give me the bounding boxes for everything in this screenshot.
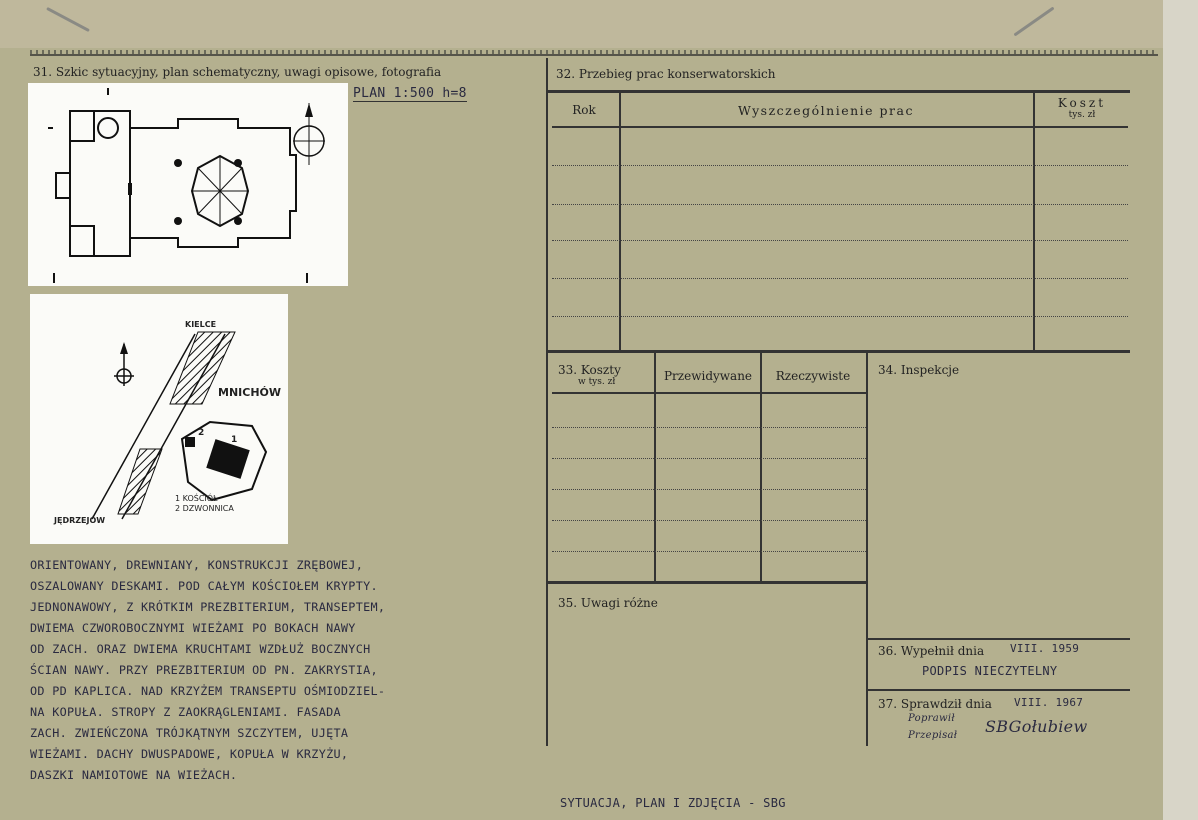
table33-header-actual: Rzeczywiste xyxy=(775,369,851,383)
section37-top-rule xyxy=(868,689,1130,691)
description-line: OSZALOWANY DESKAMI. POD CAŁYM KOŚCIOŁEM KRYPTY. xyxy=(30,579,378,593)
table32-header-cost-unit: tys. zł xyxy=(1068,110,1096,120)
map-number-2: 2 xyxy=(198,428,205,438)
table32-row-line xyxy=(552,240,1128,241)
map-legend-2: 2 DZWONNICA xyxy=(175,504,234,513)
table33-row-line xyxy=(552,427,866,428)
section33-title: 33. Koszty xyxy=(558,363,621,377)
section37-corrected-label: Poprawił xyxy=(908,713,955,724)
description-line: OD ZACH. ORAZ DWIEMA KRUCHTAMI WZDŁUŻ BOCZNYCH xyxy=(30,642,371,656)
section36-title: 36. Wypełnił dnia xyxy=(878,644,985,658)
footer-note: SYTUACJA, PLAN I ZDJĘCIA - SBG xyxy=(560,796,786,810)
description-line: NA KOPUŁA. STROPY Z ZAOKRĄGLENIAMI. FASADA xyxy=(30,705,341,719)
table32-row-line xyxy=(552,204,1128,205)
section35-title: 35. Uwagi różne xyxy=(558,596,658,610)
map-legend-1: 1 KOŚCIÓŁ xyxy=(175,494,218,503)
table32-top-rule xyxy=(548,90,1130,93)
table32-header-works: Wyszczególnienie prac xyxy=(738,103,914,118)
description-line: ZACH. ZWIEŃCZONA TRÓJKĄTNYM SZCZYTEM, UJĘTA xyxy=(30,726,349,740)
table33-col-line xyxy=(760,353,762,582)
section33-unit: w tys. zł xyxy=(578,377,616,387)
section36-date: VIII. 1959 xyxy=(1010,642,1080,655)
description-text xyxy=(30,558,550,789)
section33-34-divider xyxy=(866,353,868,746)
scan-margin xyxy=(1163,0,1198,820)
section36-signature-note: PODPIS NIECZYTELNY xyxy=(922,664,1058,678)
table33-header-rule xyxy=(552,392,866,394)
map-label-town: MNICHÓW xyxy=(218,386,282,399)
section31-title: 31. Szkic sytuacyjny, plan schematyczny, uwagi opisowe, fotografia xyxy=(33,65,442,79)
ruler-line xyxy=(30,54,1158,56)
table32-header-year: Rok xyxy=(572,103,596,117)
table33-row-line xyxy=(552,551,866,552)
description-line: DWIEMA CZWOROBOCZNYMI WIEŻAMI PO BOKACH NAWY xyxy=(30,621,356,635)
section37-signature: SBGołubiew xyxy=(985,717,1088,736)
table32-header-rule xyxy=(552,126,1128,128)
section37-date: VIII. 1967 xyxy=(1014,696,1084,709)
map-number-1: 1 xyxy=(231,435,238,445)
map-label-jedrzejow: JĘDRZEJÓW xyxy=(54,516,106,525)
church-plan-drawing xyxy=(28,83,348,286)
floor-plan-photo xyxy=(28,83,348,286)
description-line: OD PD KAPLICA. NAD KRZYŻEM TRANSEPTU OŚMIODZIEL- xyxy=(30,684,386,698)
section37-title: 37. Sprawdził dnia xyxy=(878,697,992,711)
table33-header-planned: Przewidywane xyxy=(663,369,753,383)
table32-header-cost: Koszt xyxy=(1057,96,1107,110)
table33-row-line xyxy=(552,520,866,521)
description-line: JEDNONAWOWY, Z KRÓTKIM PREZBITERIUM, TRANSEPTEM, xyxy=(30,600,386,614)
card-top-band xyxy=(0,0,1163,48)
map-label-kielce: KIELCE xyxy=(185,320,217,329)
table33-col-line xyxy=(654,353,656,582)
table33-row-line xyxy=(552,489,866,490)
section33-bottom-rule xyxy=(548,581,868,584)
description-line: ŚCIAN NAWY. PRZY PREZBITERIUM OD PN. ZAKRYSTIA, xyxy=(30,663,378,677)
table32-row-line xyxy=(552,316,1128,317)
section32-title: 32. Przebieg prac konserwatorskich xyxy=(556,67,776,81)
section32-bottom-rule xyxy=(548,350,1130,353)
table32-row-line xyxy=(552,165,1128,166)
plan-scale: PLAN 1:500 h=8 xyxy=(353,86,467,101)
table32-col-line xyxy=(1033,93,1035,351)
table33-row-line xyxy=(552,458,866,459)
column-divider xyxy=(546,58,548,746)
description-line: WIEŻAMI. DACHY DWUSPADOWE, KOPUŁA W KRZYŻU, xyxy=(30,747,349,761)
situation-map-drawing xyxy=(30,294,288,544)
section36-top-rule xyxy=(868,638,1130,640)
table32-row-line xyxy=(552,278,1128,279)
table32-col-line xyxy=(619,93,621,351)
description-line: ORIENTOWANY, DREWNIANY, KONSTRUKCJI ZRĘBOWEJ, xyxy=(30,558,364,572)
section34-title: 34. Inspekcje xyxy=(878,363,960,377)
section37-rewritten-label: Przepisał xyxy=(908,730,958,741)
description-line: DASZKI NAMIOTOWE NA WIEŻACH. xyxy=(30,768,238,782)
situation-map-photo xyxy=(30,294,288,544)
